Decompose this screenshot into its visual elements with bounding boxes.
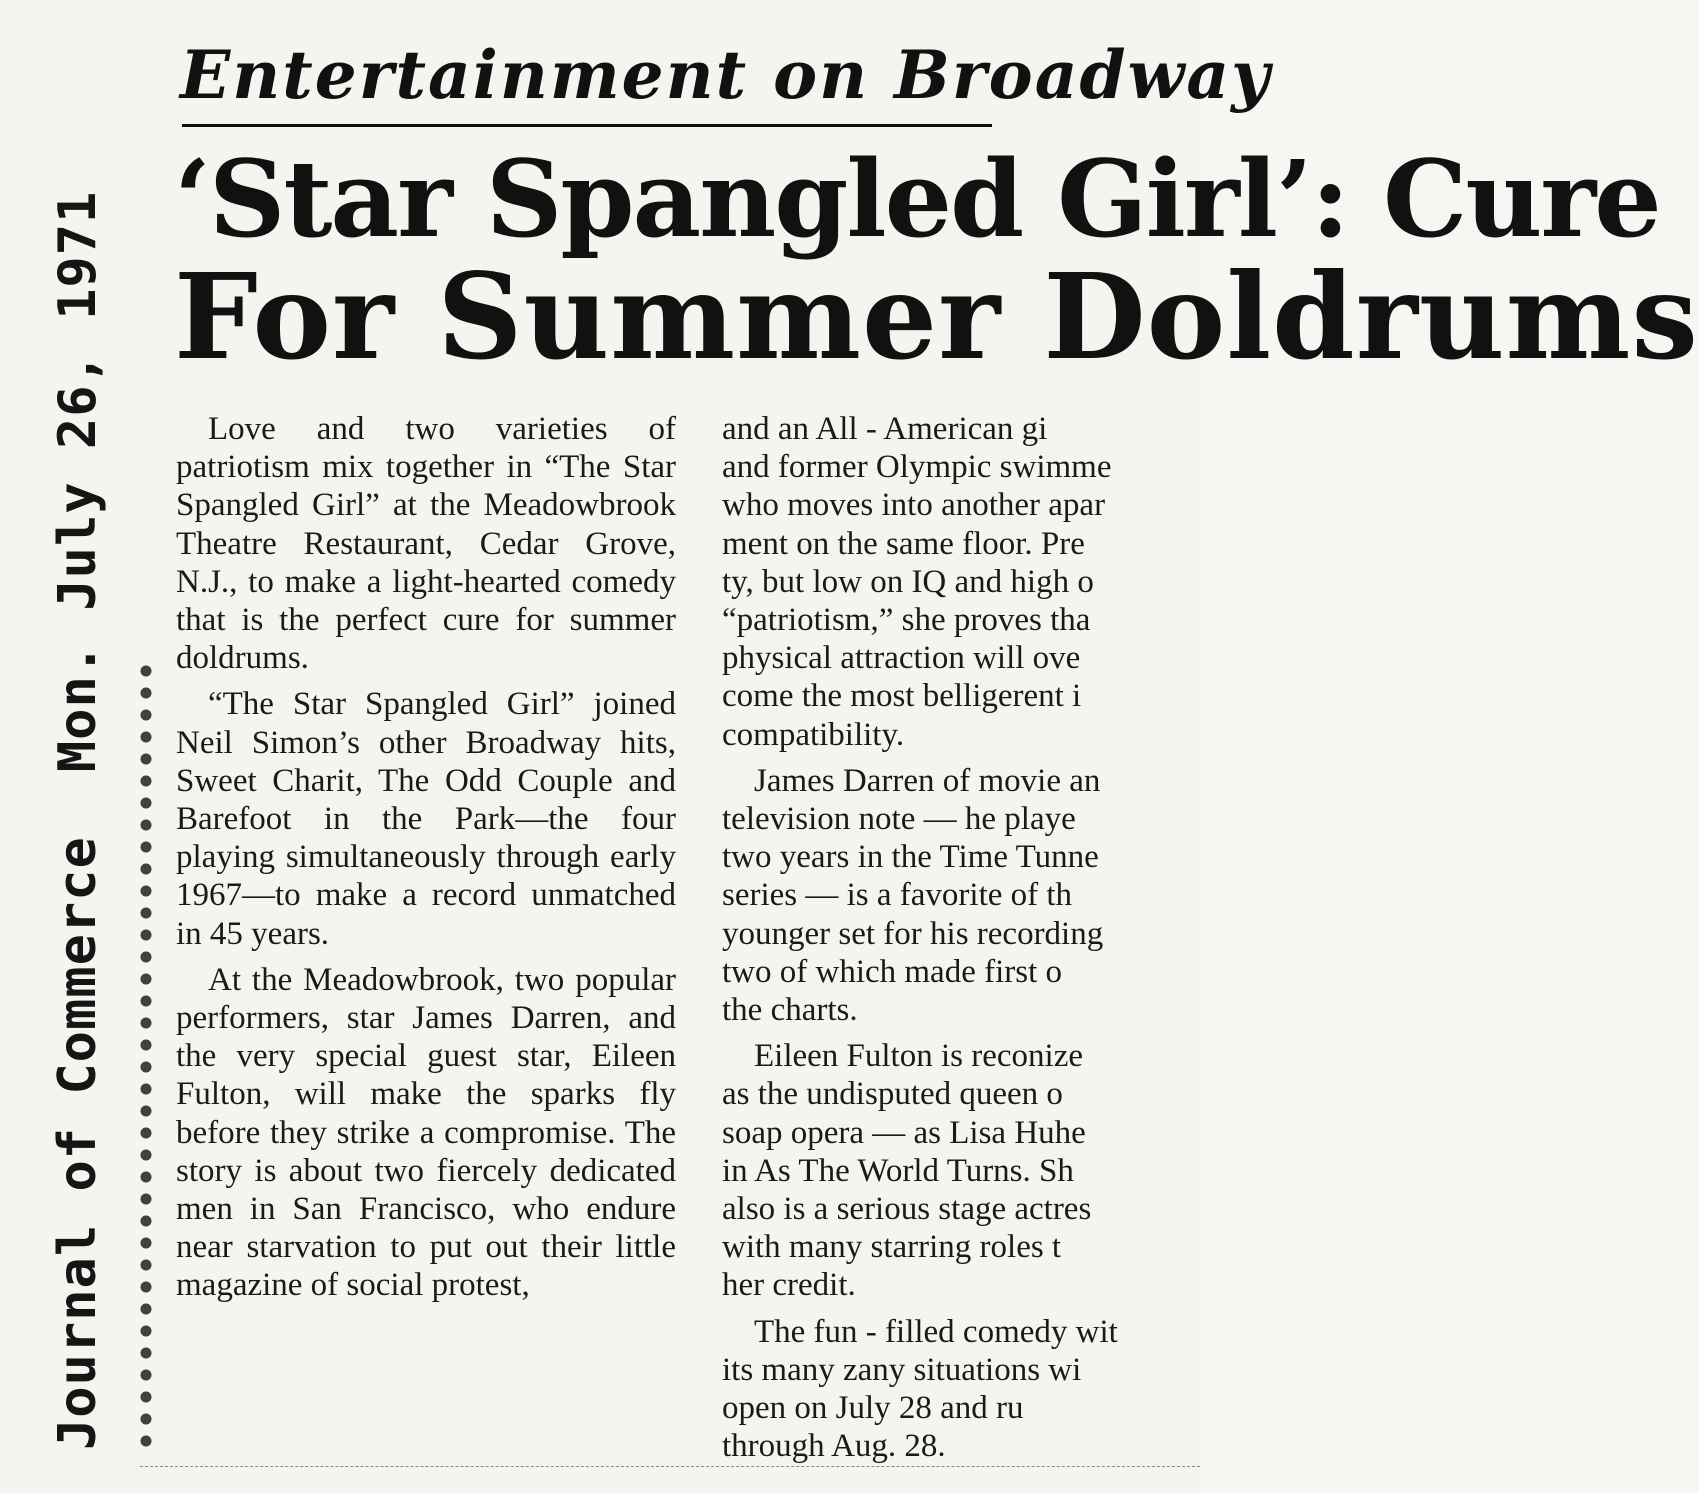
text-line: as the undisputed queen o xyxy=(722,1076,1063,1113)
text-line: who moves into another apar xyxy=(722,487,1106,524)
paragraph: “The Star Spangled Girl” joined Neil Simon’s other Broadway hits, Sweet Charit, The Odd Couple and Barefoot in the Park—the four playing simultaneously through early 1967—to make a record unmatched in 45 years. xyxy=(176,686,676,952)
text-line: James Darren of movie an xyxy=(754,762,1101,799)
article-column-right xyxy=(722,410,1242,1465)
text-line: “patriotism,” she proves tha xyxy=(722,602,1091,639)
text-line: also is a serious stage actres xyxy=(722,1191,1092,1228)
section-kicker: Entertainment on Broadway xyxy=(180,36,1272,114)
text-line: her credit. xyxy=(722,1267,856,1304)
text-line: and former Olympic swimme xyxy=(722,449,1112,486)
paragraph xyxy=(722,1313,1242,1466)
kicker-rule xyxy=(182,124,992,127)
text-line: in As The World Turns. Sh xyxy=(722,1152,1074,1189)
text-line: soap opera — as Lisa Huhe xyxy=(722,1114,1086,1151)
text-line: ment on the same floor. Pre xyxy=(722,525,1085,562)
text-line: come the most belligerent i xyxy=(722,678,1082,715)
publication-date-stamp xyxy=(42,150,114,1450)
text-line: Eileen Fulton is reconize xyxy=(754,1038,1083,1075)
text-line: compatibility. xyxy=(722,716,905,753)
headline-line-2: For Summer Doldrums xyxy=(174,247,1699,386)
publication-name: Journal of Commerce xyxy=(48,836,108,1450)
text-line: open on July 28 and ru xyxy=(722,1390,1024,1427)
text-line: the charts. xyxy=(722,992,858,1029)
paragraph xyxy=(722,1037,1242,1304)
text-line: with many starring roles t xyxy=(722,1229,1062,1266)
text-line: television note — he playe xyxy=(722,801,1076,838)
article-column-left xyxy=(176,410,676,1305)
text-line: ty, but low on IQ and high o xyxy=(722,563,1094,600)
text-line: The fun - filled comedy wit xyxy=(754,1313,1118,1350)
paragraph: At the Meadowbrook, two popular performers, star James Darren, and the very special guest star, Eileen Fulton, will make the sparks fly before they strike a compromise. The story is about two fiercely dedicated men in San Francisco, who endure near starvation to put out their little magazine of social protest, xyxy=(176,961,676,1304)
paragraph xyxy=(722,762,1242,1029)
publication-date: Mon. July 26, 1971 xyxy=(48,190,108,773)
text-line: physical attraction will ove xyxy=(722,640,1081,677)
headline-line-1: ‘Star Spangled Girl’: Cure xyxy=(174,136,1660,261)
text-line: two years in the Time Tunne xyxy=(722,839,1099,876)
text-line: series — is a favorite of th xyxy=(722,877,1073,914)
text-line: two of which made first o xyxy=(722,953,1063,990)
paragraph xyxy=(722,410,1242,754)
text-line: and an All - American gi xyxy=(722,411,1048,447)
paragraph: Love and two varieties of patriotism mix together in “The Star Spangled Girl” at the Meadowbrook Theatre Restaurant, Cedar Grove, N.J., to make a light-hearted comedy that is the perfect cure for summer doldrums. xyxy=(176,411,676,677)
perforated-edge xyxy=(140,660,166,1450)
text-line: younger set for his recording xyxy=(722,915,1104,952)
text-line: its many zany situations wi xyxy=(722,1351,1082,1388)
text-line: through Aug. 28. xyxy=(722,1428,946,1465)
headline xyxy=(174,136,1699,386)
clipping-bottom-edge xyxy=(140,1466,1200,1468)
